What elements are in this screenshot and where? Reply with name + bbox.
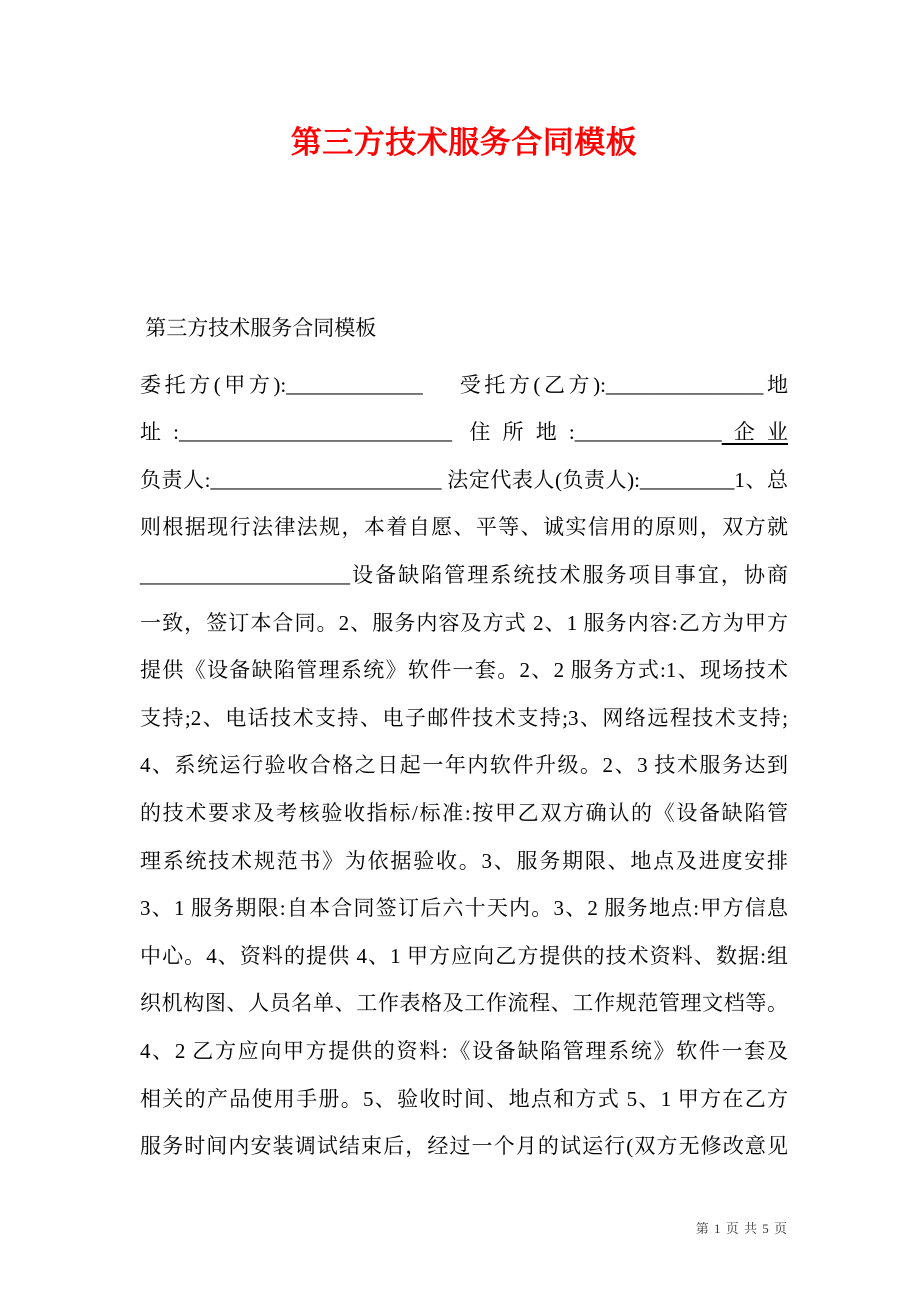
document-line — [140, 1028, 788, 1076]
text-segment: 理系统技术规范书》为依据验收。3、服务期限、地点及进度安排 — [140, 848, 788, 873]
document-line — [140, 1076, 788, 1124]
text-segment: 委托方(甲方):_____________ 受托方(乙方):_______________地 — [140, 372, 788, 397]
text-segment: 4、2 乙方应向甲方提供的资料:《设备缺陷管理系统》软件一套及 — [140, 1038, 788, 1063]
text-segment: 支持;2、电话技术支持、电子邮件技术支持;3、网络远程技术支持; — [140, 705, 788, 730]
document-line — [140, 838, 788, 886]
underlined-text-segment: 企业 — [721, 420, 789, 445]
document-line — [140, 362, 788, 410]
text-segment: 中心。4、资料的提供 4、1 甲方应向乙方提供的技术资料、数据:组 — [140, 943, 788, 968]
text-segment: 的技术要求及考核验收指标/标准:按甲乙双方确认的《设备缺陷管 — [140, 800, 788, 825]
document-line — [140, 647, 788, 695]
document-line — [140, 504, 788, 552]
text-segment: 提供《设备缺陷管理系统》软件一套。2、2 服务方式:1、现场技术 — [140, 658, 788, 683]
text-segment: 则根据现行法律法规，本着自愿、平等、诚实信用的原则，双方就 — [140, 515, 788, 540]
document-title: 第三方技术服务合同模板 — [290, 125, 638, 160]
document-line — [140, 600, 788, 648]
document-line — [140, 933, 788, 981]
document-body — [140, 305, 788, 1171]
document-line — [140, 1123, 788, 1171]
text-segment: 一致，签订本合同。2、服务内容及方式 2、1 服务内容:乙方为甲方 — [140, 610, 788, 635]
text-segment: 址:__________________________ 住所地:______________ — [140, 420, 722, 445]
document-line — [140, 885, 788, 933]
document-line — [140, 980, 788, 1028]
document-line — [140, 552, 788, 600]
document-line — [140, 305, 788, 353]
document-line — [140, 742, 788, 790]
document-line — [140, 457, 788, 505]
text-segment: 3、1 服务期限:自本合同签订后六十天内。3、2 服务地点:甲方信息 — [140, 896, 788, 921]
text-segment: 第三方技术服务合同模板 — [140, 316, 377, 340]
page-number-label: 第 1 页 共 5 页 — [695, 1221, 788, 1236]
document-line — [140, 695, 788, 743]
text-segment: 4、系统运行验收合格之日起一年内软件升级。2、3 技术服务达到 — [140, 753, 788, 778]
document-line — [140, 409, 788, 457]
page-footer — [140, 1202, 788, 1253]
document-line — [140, 790, 788, 838]
text-segment: 织机构图、人员名单、工作表格及工作流程、工作规范管理文档等。 — [140, 991, 788, 1016]
text-segment: 负责人:______________________ 法定代表人(负责人):_________1、总 — [140, 467, 788, 492]
text-segment: ____________________设备缺陷管理系统技术服务项目事宜，协商 — [140, 562, 788, 587]
text-segment: 服务时间内安装调试结束后，经过一个月的试运行(双方无修改意见 — [140, 1134, 788, 1159]
text-segment: 相关的产品使用手册。5、验收时间、地点和方式 5、1 甲方在乙方 — [140, 1086, 788, 1111]
